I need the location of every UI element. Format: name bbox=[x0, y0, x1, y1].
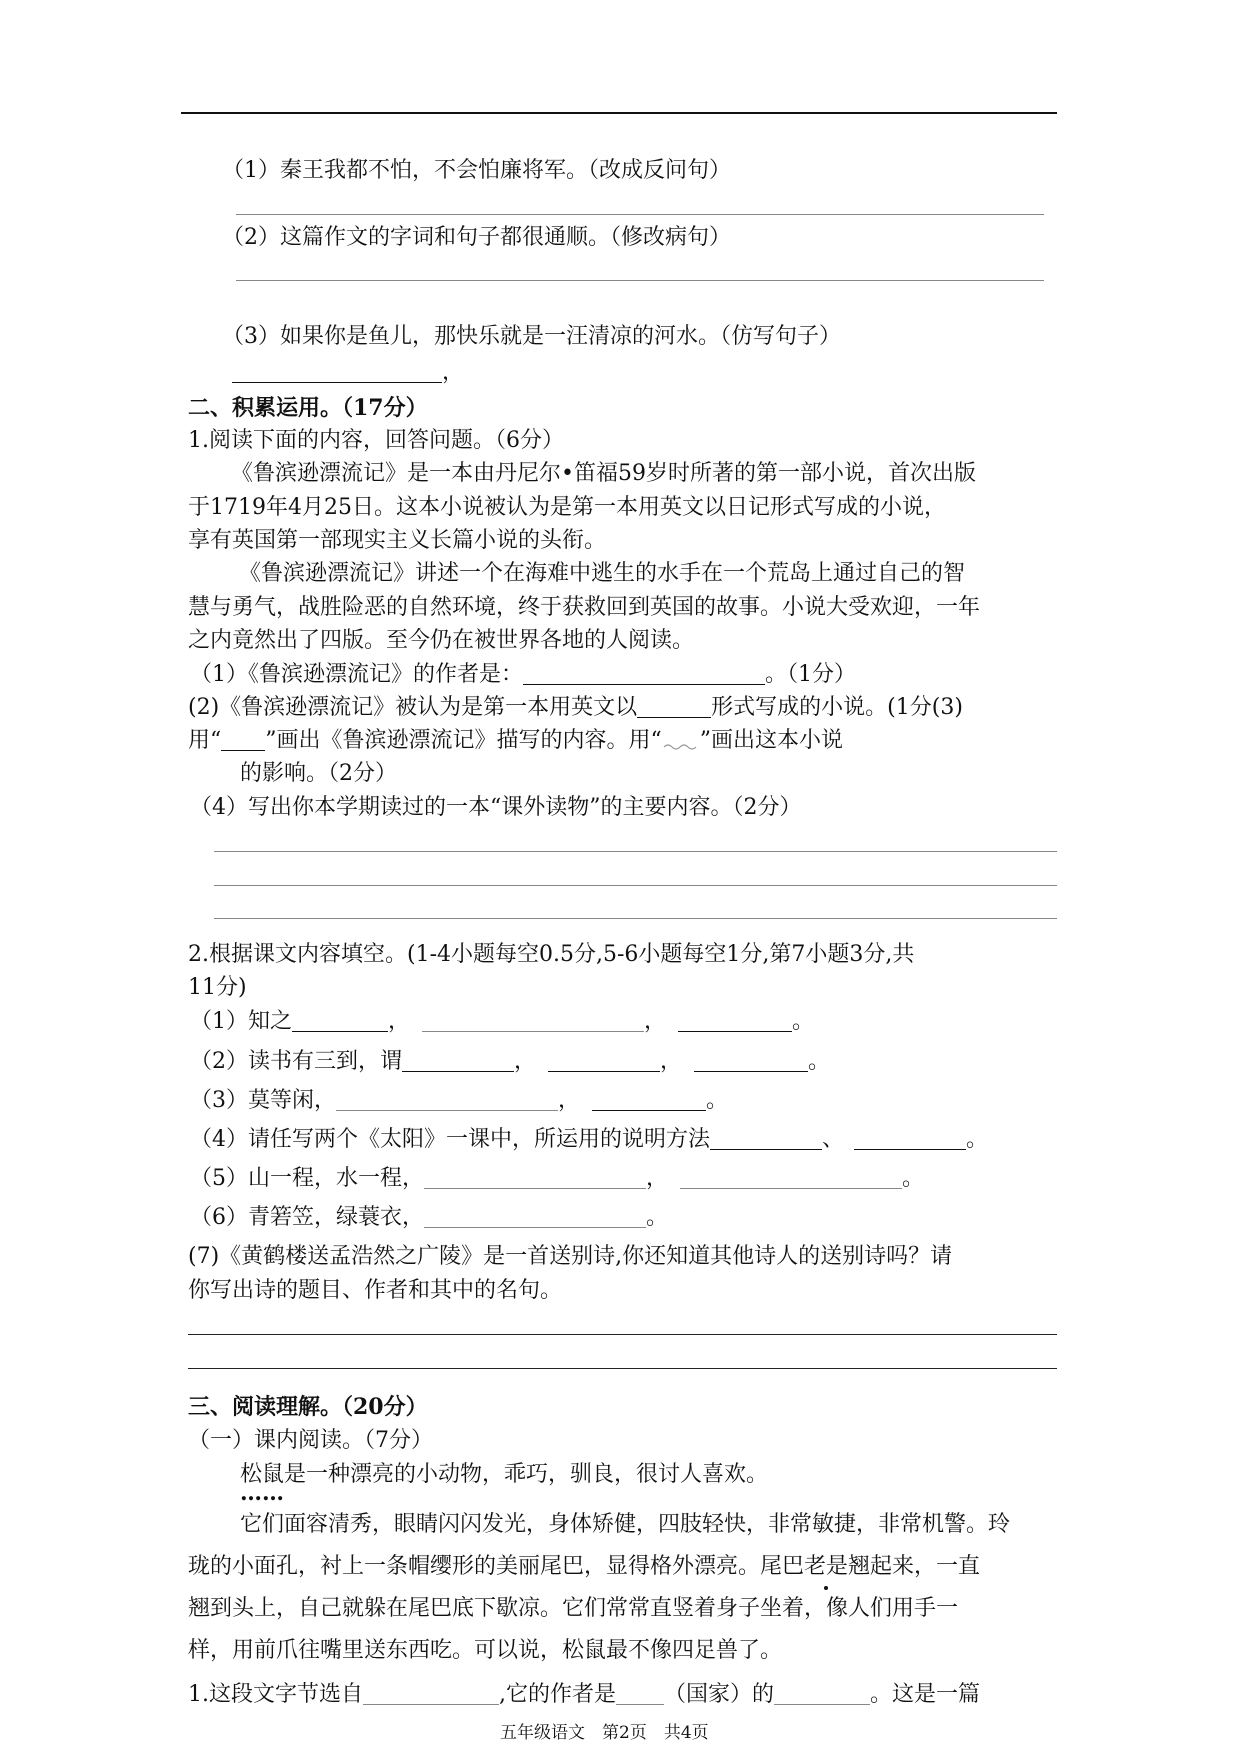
sub-question-1 bbox=[190, 660, 856, 690]
rewrite-comma: ， bbox=[442, 360, 465, 385]
blank-author[interactable] bbox=[523, 662, 765, 685]
passage1-line3: 享有英国第一部现实主义长篇小说的头衔。 bbox=[188, 528, 607, 553]
fill-4 bbox=[190, 1125, 988, 1155]
fill-5 bbox=[190, 1164, 924, 1194]
sub-question-4: （4）写出你本学期读过的一本“课外读物”的主要内容。（2分） bbox=[190, 795, 802, 820]
rewrite-item-3: （3）如果你是鱼儿，那快乐就是一汪清凉的河水。（仿写句子） bbox=[222, 324, 841, 349]
sub3-text-b: ”画出《鲁滨逊漂流记》描写的内容。用“ bbox=[265, 728, 662, 753]
sub-question-3-cont: 的影响。（2分） bbox=[240, 761, 397, 786]
blank-f3-1[interactable] bbox=[336, 1088, 558, 1111]
blank-f5-1[interactable] bbox=[424, 1166, 646, 1189]
blank-country[interactable] bbox=[616, 1682, 664, 1705]
fill2-period: 。 bbox=[808, 1049, 831, 1074]
reading-line2-end: 翘起来，一直 bbox=[848, 1554, 981, 1579]
sub2-text: (2)《鲁滨逊漂流记》被认为是第一本用英文以 bbox=[188, 695, 638, 720]
fill1-comma1: ， bbox=[388, 1009, 411, 1034]
blank-f3-2[interactable] bbox=[592, 1088, 706, 1111]
header-rule bbox=[181, 112, 1057, 114]
fill5-period: 。 bbox=[902, 1166, 925, 1191]
fill3-period: 。 bbox=[706, 1088, 729, 1113]
reading-para2-line1: 它们面容清秀，眼睛闪闪发光，身体矫健，四肢轻快，非常敏捷，非常机警。玲 bbox=[240, 1512, 1011, 1537]
dotted-emphasis: 老是 bbox=[804, 1552, 848, 1582]
blank-f2-2[interactable] bbox=[548, 1049, 660, 1072]
answer-line-2[interactable] bbox=[236, 280, 1044, 281]
fill4-period: 。 bbox=[966, 1127, 989, 1152]
sub2-end: 形式写成的小说。(1分(3) bbox=[711, 695, 963, 720]
answer-line-1[interactable] bbox=[236, 214, 1044, 215]
section3-subheading: （一）课内阅读。（7分） bbox=[188, 1428, 433, 1453]
fill5-comma: ， bbox=[646, 1166, 669, 1191]
answer-line-4c[interactable] bbox=[214, 918, 1057, 919]
fill-7-line1: (7)《黄鹤楼送孟浩然之广陵》是一首送别诗,你还知道其他诗人的送别诗吗？请 bbox=[188, 1244, 953, 1269]
blank-f4-2[interactable] bbox=[854, 1127, 966, 1150]
blank-f6-1[interactable] bbox=[424, 1205, 646, 1228]
reading-line2-text: 珑的小面孔，衬上一条帽缨形的美丽尾巴，显得格外漂亮。尾巴 bbox=[188, 1554, 805, 1579]
fill-6 bbox=[190, 1203, 668, 1233]
reading-para1: 松鼠是一种漂亮的小动物，乖巧，驯良，很讨人喜欢。 bbox=[240, 1462, 769, 1487]
answer-line-4a[interactable] bbox=[214, 851, 1057, 852]
fill2-comma1: ， bbox=[514, 1049, 537, 1074]
blank-f1-2[interactable] bbox=[422, 1009, 644, 1032]
sub3-text-c: ”画出这本小说 bbox=[699, 728, 843, 753]
q2-title-line2: 11分) bbox=[188, 975, 247, 1000]
rq1-text: 1.这段文字节选自 bbox=[188, 1682, 363, 1707]
blank-f2-3[interactable] bbox=[694, 1049, 808, 1072]
reading-para2-line4: 样，用前爪往嘴里送东西吃。可以说，松鼠最不像四足兽了。 bbox=[188, 1638, 783, 1663]
fill1-comma2: ， bbox=[644, 1009, 667, 1034]
blank-source[interactable] bbox=[363, 1682, 499, 1705]
answer-line-7a[interactable] bbox=[188, 1334, 1057, 1335]
wavy-line-mark bbox=[662, 729, 700, 751]
blank-f2-1[interactable] bbox=[402, 1049, 514, 1072]
fill4-separator: 、 bbox=[822, 1127, 845, 1152]
sub1-text: （1）《鲁滨逊漂流记》的作者是： bbox=[190, 662, 523, 687]
reading-question-1 bbox=[188, 1680, 980, 1710]
blank-f1-1[interactable] bbox=[292, 1009, 388, 1032]
fill3-comma: ， bbox=[558, 1088, 581, 1113]
rewrite-item-1: （1）秦王我都不怕，不会怕廉将军。（改成反问句） bbox=[222, 158, 731, 183]
fill5-text: （5）山一程，水一程， bbox=[190, 1166, 424, 1191]
passage2-line3: 之内竟然出了四版。至今仍在被世界各地的人阅读。 bbox=[188, 628, 695, 653]
fill6-text: （6）青箬笠，绿蓑衣， bbox=[190, 1205, 424, 1230]
section3-heading: 三、阅读理解。（20分） bbox=[188, 1394, 428, 1420]
sub-question-2 bbox=[188, 693, 963, 723]
rewrite-item-3-blank bbox=[232, 358, 464, 388]
blank-form[interactable] bbox=[637, 695, 711, 718]
passage2-line2: 慧与勇气，战胜险恶的自然环境，终于获救回到英国的故事。小说大受欢迎，一年 bbox=[188, 595, 981, 620]
fill2-text: （2）读书有三到，谓 bbox=[190, 1049, 402, 1074]
reading-para2-line2 bbox=[188, 1552, 980, 1582]
blank-f4-1[interactable] bbox=[710, 1127, 822, 1150]
answer-line-7b[interactable] bbox=[188, 1368, 1057, 1369]
straight-line-mark bbox=[221, 728, 265, 751]
page-footer: 五年级语文 第2页 共4页 bbox=[500, 1723, 709, 1743]
rq1-country: （国家）的 bbox=[664, 1682, 775, 1707]
section2-q1-title: 1.阅读下面的内容，回答问题。（6分） bbox=[188, 428, 564, 453]
fill-3 bbox=[190, 1086, 728, 1116]
fill2-comma2: ， bbox=[660, 1049, 683, 1074]
fill-1 bbox=[190, 1007, 814, 1037]
passage1-line1: 《鲁滨逊漂流记》是一本由丹尼尔•笛福59岁时所著的第一部小说，首次出版 bbox=[231, 461, 976, 486]
sub3-text-a: 用“ bbox=[188, 728, 222, 753]
fill4-text: （4）请任写两个《太阳》一课中，所运用的说明方法 bbox=[190, 1127, 710, 1152]
sub-question-3 bbox=[188, 726, 843, 756]
sub1-score: 。（1分） bbox=[765, 662, 856, 687]
answer-line-4b[interactable] bbox=[214, 885, 1057, 886]
fill-7-line2: 你写出诗的题目、作者和其中的名句。 bbox=[188, 1278, 563, 1303]
section2-heading: 二、积累运用。（17分） bbox=[188, 395, 428, 421]
blank-fill-sentence[interactable] bbox=[232, 360, 442, 383]
passage1-line2: 于1719年4月25日。这本小说被认为是第一本用英文以日记形式写成的小说， bbox=[188, 495, 946, 520]
reading-para2-line3: 翘到头上，自己就躲在尾巴底下歇凉。它们常常直竖着身子坐着，像人们用手一 bbox=[188, 1596, 959, 1621]
fill-2 bbox=[190, 1047, 830, 1077]
fill6-period: 。 bbox=[646, 1205, 669, 1230]
fill3-text: （3）莫等闲， bbox=[190, 1088, 336, 1113]
blank-author-name[interactable] bbox=[774, 1682, 870, 1705]
fill1-text: （1）知之 bbox=[190, 1009, 292, 1034]
passage2-line1: 《鲁滨逊漂流记》讲述一个在海难中逃生的水手在一个荒岛上通过自己的智 bbox=[239, 561, 966, 586]
reading-ellipsis: …… bbox=[240, 1480, 284, 1506]
rq1-author: ,它的作者是 bbox=[499, 1682, 616, 1707]
q2-title-line1: 2.根据课文内容填空。(1-4小题每空0.5分,5-6小题每空1分,第7小题3分,共 bbox=[188, 942, 915, 967]
rewrite-item-2: （2）这篇作文的字词和句子都很通顺。（修改病句） bbox=[222, 225, 731, 250]
blank-f5-2[interactable] bbox=[680, 1166, 902, 1189]
blank-f1-3[interactable] bbox=[678, 1009, 792, 1032]
rq1-end: 。这是一篇 bbox=[870, 1682, 981, 1707]
fill1-period: 。 bbox=[792, 1009, 815, 1034]
